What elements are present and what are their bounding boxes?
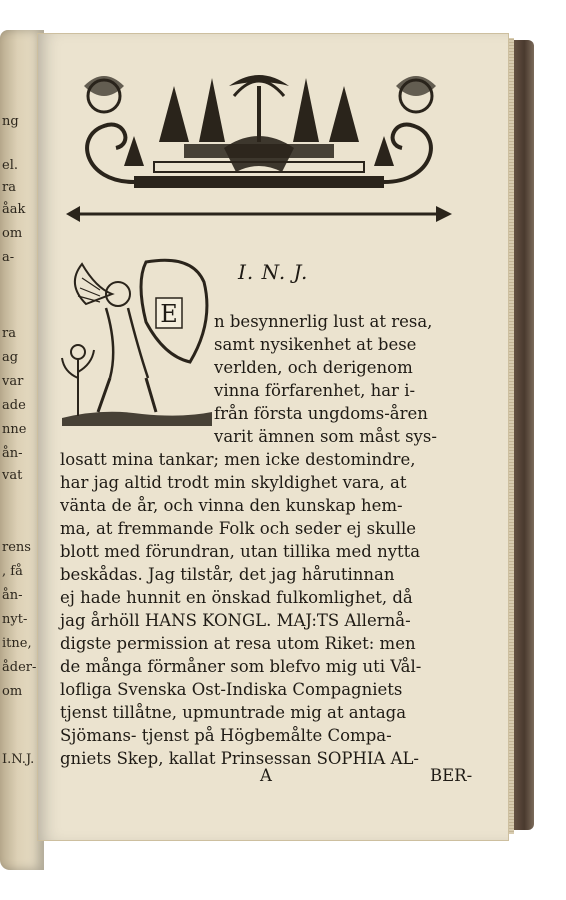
margin-fragment: el. (2, 158, 18, 173)
text-line: Sjömans- tjenst på Högbemålte Compa- (60, 726, 392, 745)
margin-fragment: om (2, 684, 23, 699)
headpiece-ornament (64, 56, 454, 226)
text-line: verlden, och derigenom (214, 358, 413, 377)
margin-fragment: ng (2, 114, 19, 129)
catchword: BER- (430, 766, 473, 785)
text-line: samt nysikenhet at bese (214, 335, 417, 354)
text-line: ma, at fremmande Folk och seder ej skulle (60, 519, 417, 538)
margin-fragment: nyt- (2, 612, 28, 627)
margin-fragment: om (2, 226, 23, 241)
margin-fragment: nne (2, 422, 27, 437)
margin-fragment: a- (2, 250, 15, 265)
margin-fragment: rens (2, 540, 31, 555)
text-line: digste permission at resa utom Riket: men (60, 634, 416, 653)
text-line: vinna förfarenhet, har i- (214, 381, 416, 400)
margin-fragment: I.N.J. (2, 752, 35, 767)
text-line: från första ungdoms-åren (214, 404, 428, 423)
margin-fragment: åder- (2, 660, 37, 675)
text-line: tjenst tillåtne, upmuntrade mig at antaga (60, 703, 407, 722)
text-line: n besynnerlig lust at resa, (214, 312, 433, 331)
initial-letter: E (160, 300, 178, 328)
margin-fragment: ra (2, 180, 16, 195)
text-line: ej hade hunnit en önskad fulkomlighet, då (60, 588, 413, 607)
margin-fragment: , få (2, 564, 23, 579)
text-line: losatt mina tankar; men icke destomindre, (60, 450, 416, 469)
margin-fragment: ag (2, 350, 19, 365)
text-line: vänta de år, och vinna den kunskap hem- (60, 496, 403, 515)
margin-fragment: vat (2, 468, 23, 483)
text-line: varit ämnen som måst sys- (214, 427, 437, 446)
margin-fragment: ån- (2, 446, 23, 461)
margin-fragment: ra (2, 326, 16, 341)
margin-fragment: ån- (2, 588, 23, 603)
text-line: lofliga Svenska Ost-Indiska Compagniets (60, 680, 403, 699)
margin-fragment: var (2, 374, 24, 389)
text-line: har jag altid trodt min skyldighet vara, at (60, 473, 407, 492)
margin-fragment: åak (2, 202, 26, 217)
text-line: gniets Skep, kallat Prinsessan SOPHIA AL- (60, 749, 420, 768)
signature-mark: A (260, 766, 272, 785)
invocation-heading: I. N. J. (238, 260, 309, 284)
decorated-initial (58, 248, 218, 438)
margin-fragment: itne, (2, 636, 32, 651)
book-page (38, 34, 508, 840)
text-line: beskådas. Jag tilstår, det jag hårutinnan (60, 565, 395, 584)
margin-fragment: ade (2, 398, 26, 413)
text-line: blott med förundran, utan tillika med nytta (60, 542, 421, 561)
text-line: jag århöll HANS KONGL. MAJ:TS Allernå- (60, 611, 411, 630)
text-line: de många förmåner som blefvo mig uti Vål- (60, 657, 422, 676)
